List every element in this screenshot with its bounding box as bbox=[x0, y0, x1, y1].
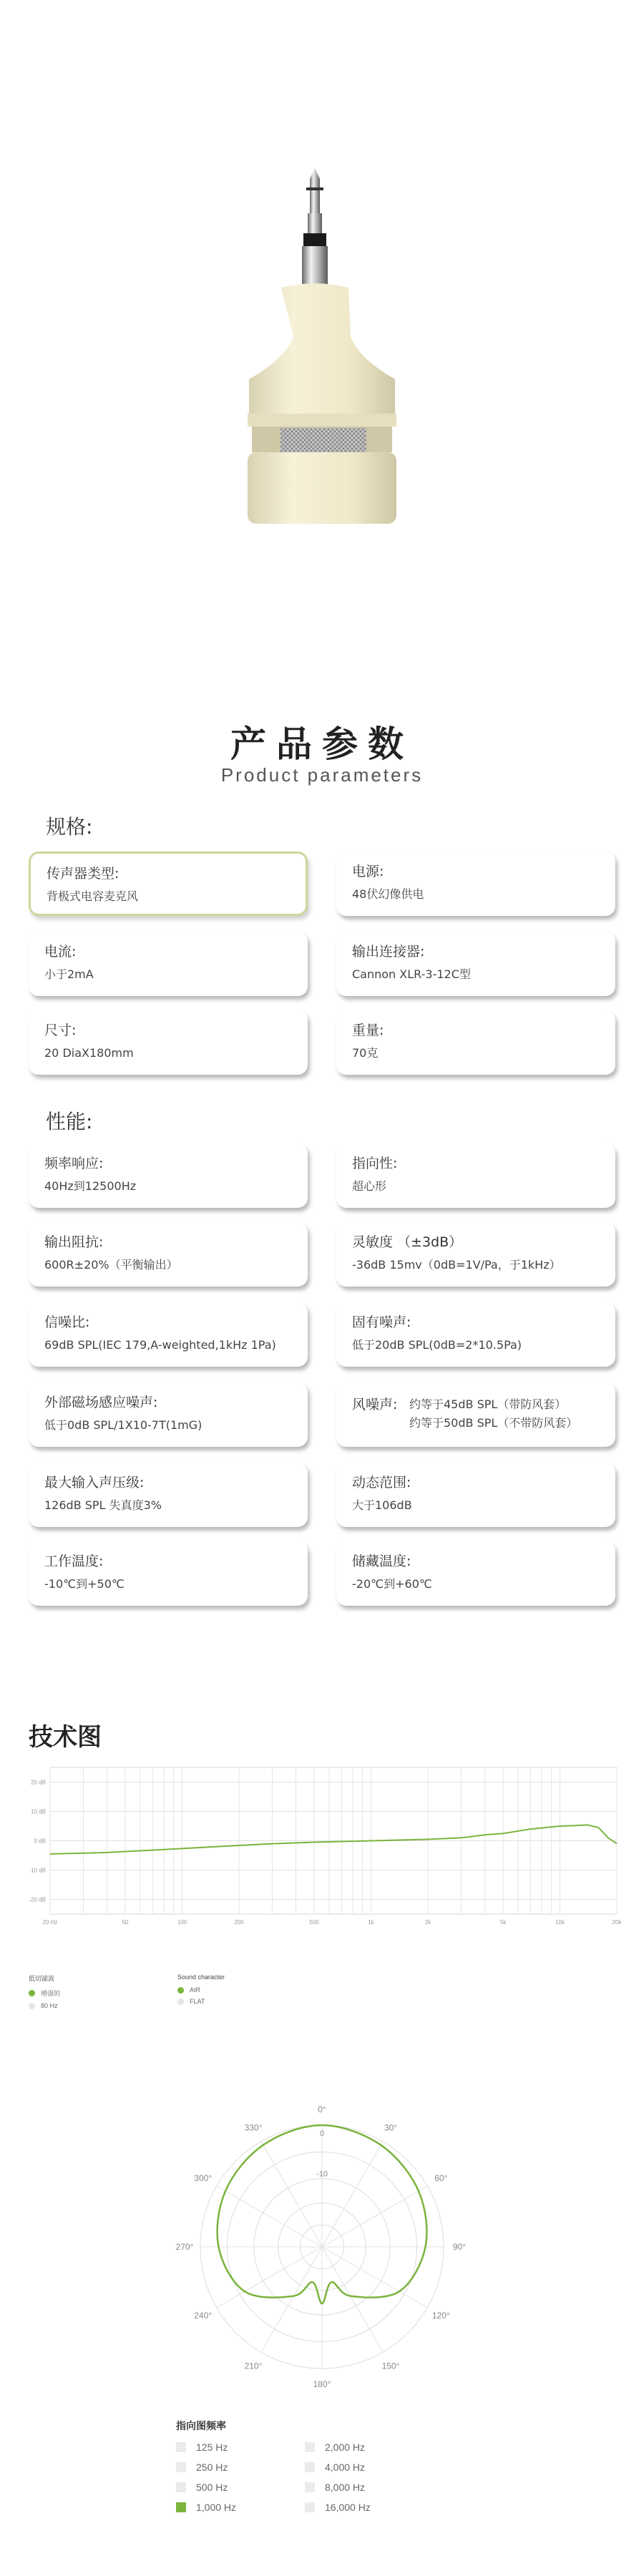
legend-item-label: 增强的 bbox=[41, 1990, 61, 1997]
perf-card-max-spl bbox=[29, 1463, 308, 1527]
angle-label: 210° bbox=[244, 2361, 263, 2371]
perf-value: 69dB SPL(IEC 179,A-weighted,1kHz 1Pa) bbox=[44, 1338, 276, 1352]
frequency-option[interactable] bbox=[176, 2441, 305, 2453]
perf-card-wind-noise bbox=[336, 1382, 615, 1447]
angle-label: 30° bbox=[384, 2122, 398, 2133]
spec-label: 电源: bbox=[352, 864, 384, 879]
perf-card-self-noise bbox=[336, 1302, 615, 1367]
legend-title: Sound character bbox=[177, 1974, 225, 1981]
spec-card-mic-type bbox=[29, 852, 308, 916]
checkbox-icon bbox=[305, 2442, 315, 2452]
perf-label: 工作温度: bbox=[44, 1553, 104, 1569]
perf-card-dynamic-range bbox=[336, 1463, 615, 1527]
perf-value: 大于106dB bbox=[352, 1498, 412, 1512]
x-tick-label: 5k bbox=[499, 1919, 507, 1926]
perf-label: 输出阻抗: bbox=[44, 1234, 104, 1250]
y-tick-label: 0 dB bbox=[34, 1838, 46, 1845]
polar-frequency-selector bbox=[176, 2419, 477, 2513]
perf-value: 超心形 bbox=[352, 1179, 387, 1193]
connector-pin-icon bbox=[302, 168, 328, 289]
perf-label: 频率响应: bbox=[44, 1156, 104, 1171]
product-image bbox=[0, 0, 644, 644]
perf-card-operating-temp bbox=[29, 1541, 308, 1606]
angle-label: 90° bbox=[452, 2242, 467, 2252]
spec-value: 20 DiaX180mm bbox=[44, 1046, 134, 1060]
perf-value-secondary: 约等于50dB SPL（不带防风套） bbox=[409, 1416, 578, 1430]
x-tick-label: 10k bbox=[555, 1919, 565, 1926]
legend-item-label: 80 Hz bbox=[41, 2002, 58, 2009]
angle-label: 150° bbox=[381, 2361, 400, 2371]
frequency-label: 2,000 Hz bbox=[325, 2441, 366, 2453]
x-tick-label: 1k bbox=[368, 1919, 374, 1926]
legend-lowcut bbox=[29, 1974, 60, 2014]
frequency-option[interactable] bbox=[176, 2502, 305, 2513]
spec-label: 尺寸: bbox=[44, 1023, 77, 1038]
angle-label: 180° bbox=[313, 2379, 331, 2389]
perf-label: 信噪比: bbox=[44, 1314, 90, 1330]
perf-card-storage-temp bbox=[336, 1541, 615, 1606]
y-tick-label: -20 dB bbox=[29, 1896, 46, 1903]
angle-label: 60° bbox=[434, 2173, 448, 2183]
spec-value: 背极式电容麦克风 bbox=[47, 889, 139, 903]
spec-value: 48伏幻像供电 bbox=[352, 887, 424, 901]
x-tick-label: 500 bbox=[309, 1919, 319, 1926]
spec-value: 70克 bbox=[352, 1046, 379, 1060]
frequency-selector-title: 指向图频率 bbox=[176, 2421, 226, 2432]
section-title: 产品参数 bbox=[230, 723, 414, 765]
spec-card-size bbox=[29, 1010, 308, 1075]
angle-label: 120° bbox=[431, 2311, 450, 2321]
perf-value: 低于20dB SPL(0dB=2*10.5Pa) bbox=[352, 1338, 522, 1352]
legend-item-flat[interactable] bbox=[177, 1998, 225, 2005]
perf-card-magnetic-noise bbox=[29, 1382, 308, 1447]
checkbox-icon bbox=[305, 2482, 315, 2492]
frequency-response-chart bbox=[0, 1753, 644, 1926]
radial-label: -10 bbox=[316, 2170, 328, 2179]
checkbox-icon bbox=[305, 2502, 315, 2512]
perf-label: 灵敏度 （±3dB） bbox=[352, 1234, 463, 1250]
angle-label: 330° bbox=[244, 2122, 263, 2133]
x-tick-label: 20 Hz bbox=[42, 1919, 58, 1926]
frequency-option[interactable] bbox=[305, 2502, 434, 2513]
spec-label: 传声器类型: bbox=[47, 866, 119, 882]
specs-heading: 规格: bbox=[46, 815, 93, 839]
spec-card-power bbox=[336, 852, 615, 916]
frequency-label: 1,000 Hz bbox=[196, 2502, 237, 2513]
frequency-label: 125 Hz bbox=[196, 2441, 228, 2453]
frequency-option[interactable] bbox=[176, 2482, 305, 2493]
frequency-label: 250 Hz bbox=[196, 2462, 228, 2473]
polar-pattern-chart bbox=[157, 2089, 487, 2404]
perf-card-sensitivity bbox=[336, 1222, 615, 1287]
perf-value: 40Hz到12500Hz bbox=[44, 1179, 137, 1193]
perf-value: 126dB SPL 失真度3% bbox=[44, 1498, 162, 1512]
perf-value: 低于0dB SPL/1X10-7T(1mG) bbox=[44, 1418, 203, 1432]
frequency-label: 500 Hz bbox=[196, 2482, 228, 2493]
section-subtitle: Product parameters bbox=[220, 764, 424, 786]
radio-off-icon bbox=[177, 1999, 184, 2005]
perf-card-snr bbox=[29, 1302, 308, 1367]
perf-label: 外部磁场感应噪声: bbox=[44, 1395, 158, 1410]
spec-label: 输出连接器: bbox=[352, 944, 425, 960]
checkbox-checked-icon bbox=[176, 2502, 186, 2512]
legend-item-80hz[interactable] bbox=[29, 2002, 60, 2009]
perf-value: -20℃到+60℃ bbox=[352, 1577, 432, 1591]
tech-heading: 技术图 bbox=[29, 1723, 102, 1752]
y-tick-label: 20 dB bbox=[31, 1779, 46, 1786]
perf-label: 最大输入声压级: bbox=[44, 1475, 145, 1491]
y-tick-label: 10 dB bbox=[31, 1808, 46, 1815]
radio-off-icon bbox=[29, 2003, 35, 2009]
frequency-option[interactable] bbox=[305, 2482, 434, 2493]
legend-item-air[interactable] bbox=[177, 1986, 225, 1994]
spec-value: Cannon XLR-3-12C型 bbox=[352, 967, 471, 981]
response-curve bbox=[50, 1825, 617, 1854]
frequency-option[interactable] bbox=[176, 2462, 305, 2473]
checkbox-icon bbox=[176, 2442, 186, 2452]
spec-value: 小于2mA bbox=[44, 967, 94, 981]
frequency-option[interactable] bbox=[305, 2462, 434, 2473]
mic-body bbox=[248, 283, 396, 524]
angle-label: 270° bbox=[175, 2242, 194, 2252]
x-tick-label: 2k bbox=[424, 1919, 431, 1926]
frequency-label: 8,000 Hz bbox=[325, 2482, 366, 2493]
legend-sound-character bbox=[177, 1974, 225, 2009]
spec-label: 电流: bbox=[44, 944, 77, 960]
perf-label: 指向性: bbox=[352, 1156, 398, 1171]
radio-on-icon bbox=[177, 1987, 184, 1994]
spec-card-connector bbox=[336, 932, 615, 996]
perf-card-directivity bbox=[336, 1143, 615, 1208]
x-tick-label: 100 bbox=[177, 1919, 187, 1926]
legend-item-label: FLAT bbox=[190, 1998, 205, 2005]
radio-on-icon bbox=[29, 1990, 35, 1996]
x-tick-label: 50 bbox=[122, 1919, 129, 1926]
perf-value: -36dB 15mv（0dB=1V/Pa，于1kHz） bbox=[352, 1258, 561, 1272]
x-tick-label: 200 bbox=[234, 1919, 244, 1926]
spec-card-weight bbox=[336, 1010, 615, 1075]
x-tick-label: 20k bbox=[612, 1919, 622, 1926]
perf-value: -10℃到+50℃ bbox=[44, 1577, 125, 1591]
radial-label: 0 bbox=[319, 2129, 325, 2138]
angle-label: 240° bbox=[194, 2311, 213, 2321]
checkbox-icon bbox=[176, 2482, 186, 2492]
perf-card-frequency bbox=[29, 1143, 308, 1208]
perf-card-impedance bbox=[29, 1222, 308, 1287]
checkbox-icon bbox=[305, 2462, 315, 2472]
perf-value: 约等于45dB SPL（带防风套） bbox=[409, 1397, 567, 1411]
frequency-option[interactable] bbox=[305, 2441, 434, 2453]
perf-label: 固有噪声: bbox=[352, 1314, 411, 1330]
perf-label: 动态范围: bbox=[352, 1475, 411, 1491]
spec-card-current bbox=[29, 932, 308, 996]
performance-heading: 性能: bbox=[46, 1110, 93, 1133]
frequency-label: 4,000 Hz bbox=[325, 2462, 366, 2473]
legend-item-enhanced[interactable] bbox=[29, 1989, 60, 1998]
perf-label: 风噪声: bbox=[352, 1397, 398, 1413]
frequency-label: 16,000 Hz bbox=[325, 2502, 371, 2513]
legend-item-label: AIR bbox=[190, 1986, 201, 1994]
y-tick-label: -10 dB bbox=[29, 1867, 46, 1874]
checkbox-icon bbox=[176, 2462, 186, 2472]
angle-label: 0° bbox=[318, 2104, 326, 2114]
spec-label: 重量: bbox=[352, 1023, 384, 1038]
angle-label: 300° bbox=[194, 2173, 213, 2183]
legend-title: 低切滤波 bbox=[29, 1975, 55, 1982]
perf-value: 600R±20%（平衡输出） bbox=[44, 1258, 178, 1272]
perf-label: 储藏温度: bbox=[352, 1553, 411, 1569]
